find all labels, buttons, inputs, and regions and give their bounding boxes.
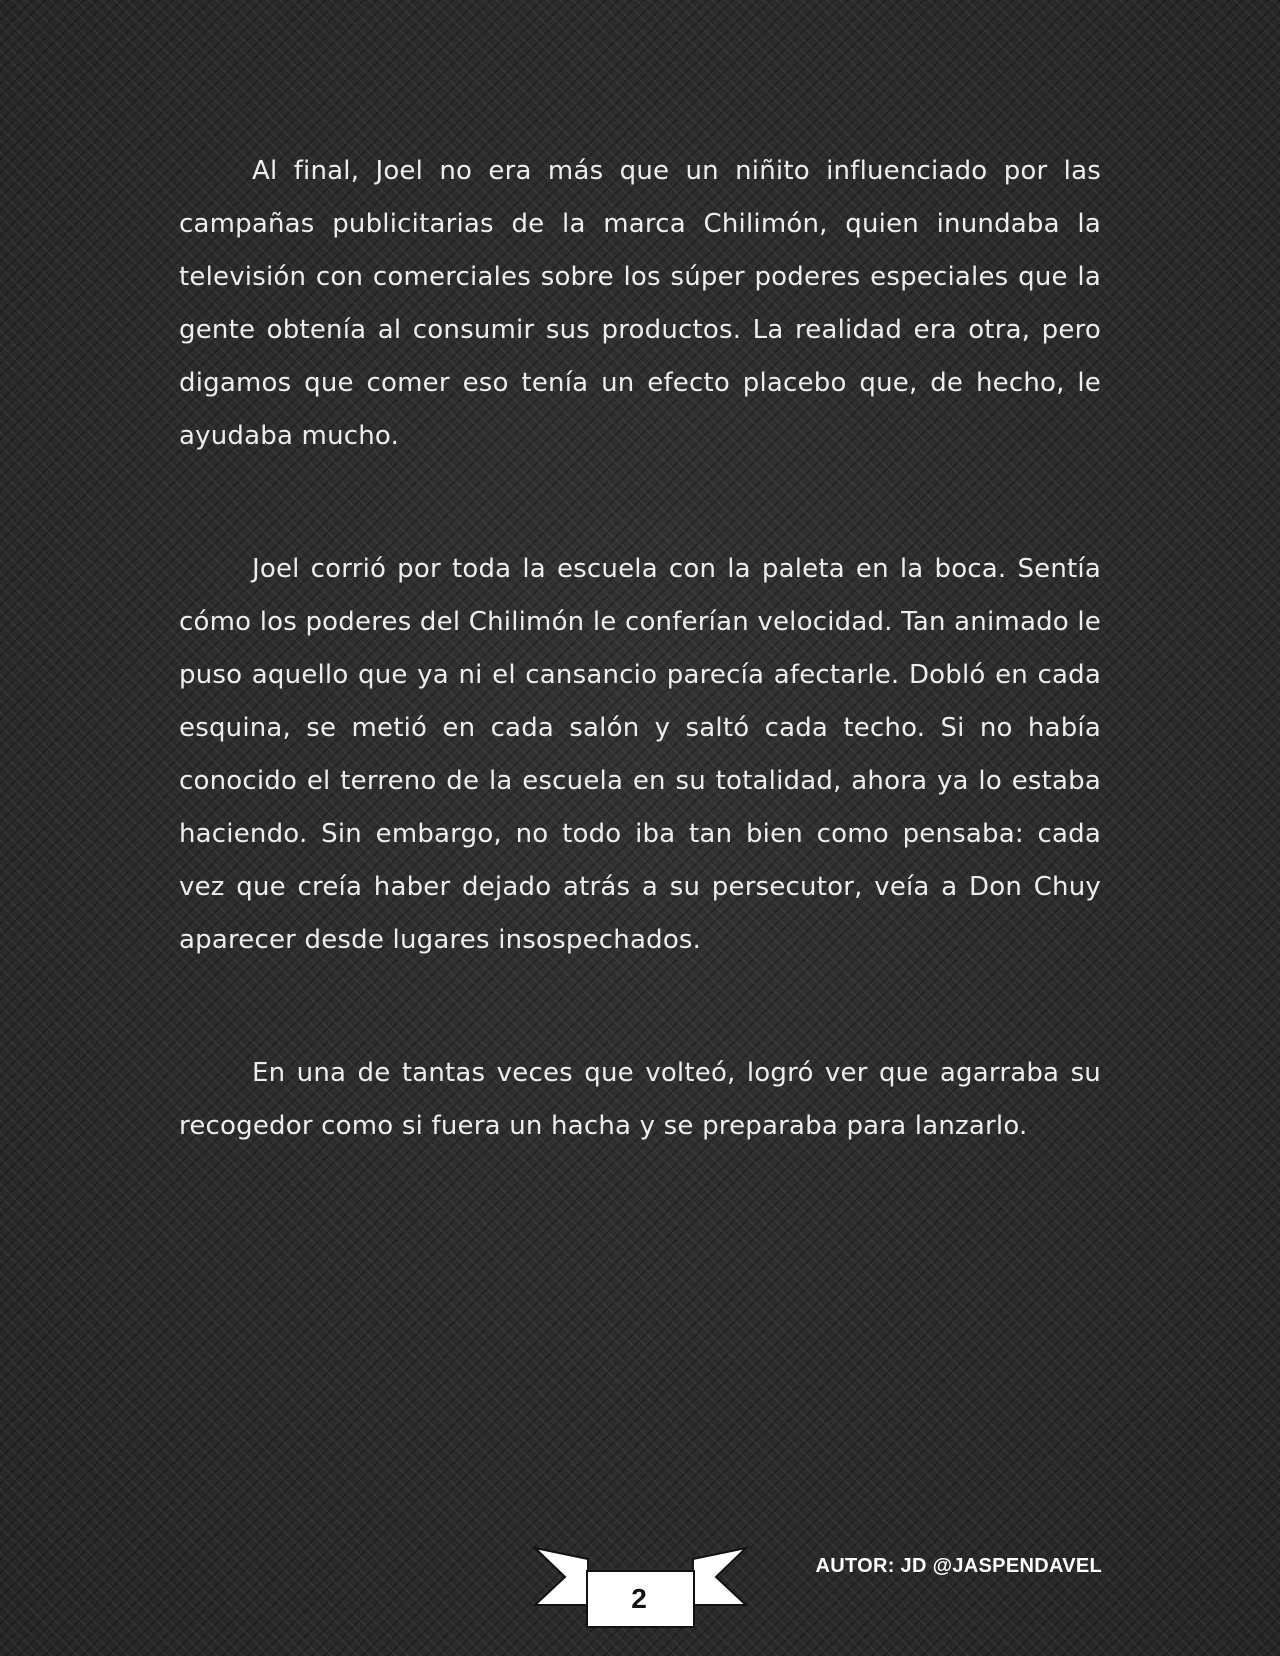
page-footer: [0, 1545, 1280, 1656]
page-number: 2: [631, 1583, 647, 1614]
paragraph: Al final, Joel no era más que un niñito influenciado por las campañas publicitarias de la marca Chilimón, quien inundaba la televisión con comerciales sobre los súper poderes especiales que la gente obtenía al consumir sus productos. La realidad era otra, pero digamos que comer eso tenía un efecto placebo que, de hecho, le ayudaba mucho.: [179, 156, 1101, 451]
paragraph: En una de tantas veces que volteó, logró ver que agarraba su recogedor como si fuera un hacha y se preparaba para lanzarlo.: [179, 1058, 1101, 1141]
paragraph: Joel corrió por toda la escuela con la paleta en la boca. Sentía cómo los poderes del Chilimón le conferían velocidad. Tan animado le puso aquello que ya ni el cansancio parecía afectarle. Dobló en cada esquina, se metió en cada salón y saltó cada techo. Si no había conocido el terreno de la escuela en su totalidad, ahora ya lo estaba haciendo. Sin embargo, no todo iba tan bien como pensaba: cada vez que creía haber dejado atrás a su persecutor, veía a Don Chuy aparecer desde lugares insospechados.: [179, 554, 1101, 955]
author-credit: AUTOR: JD @JASPENDAVEL: [815, 1555, 1102, 1577]
story-text: [179, 145, 1101, 1153]
